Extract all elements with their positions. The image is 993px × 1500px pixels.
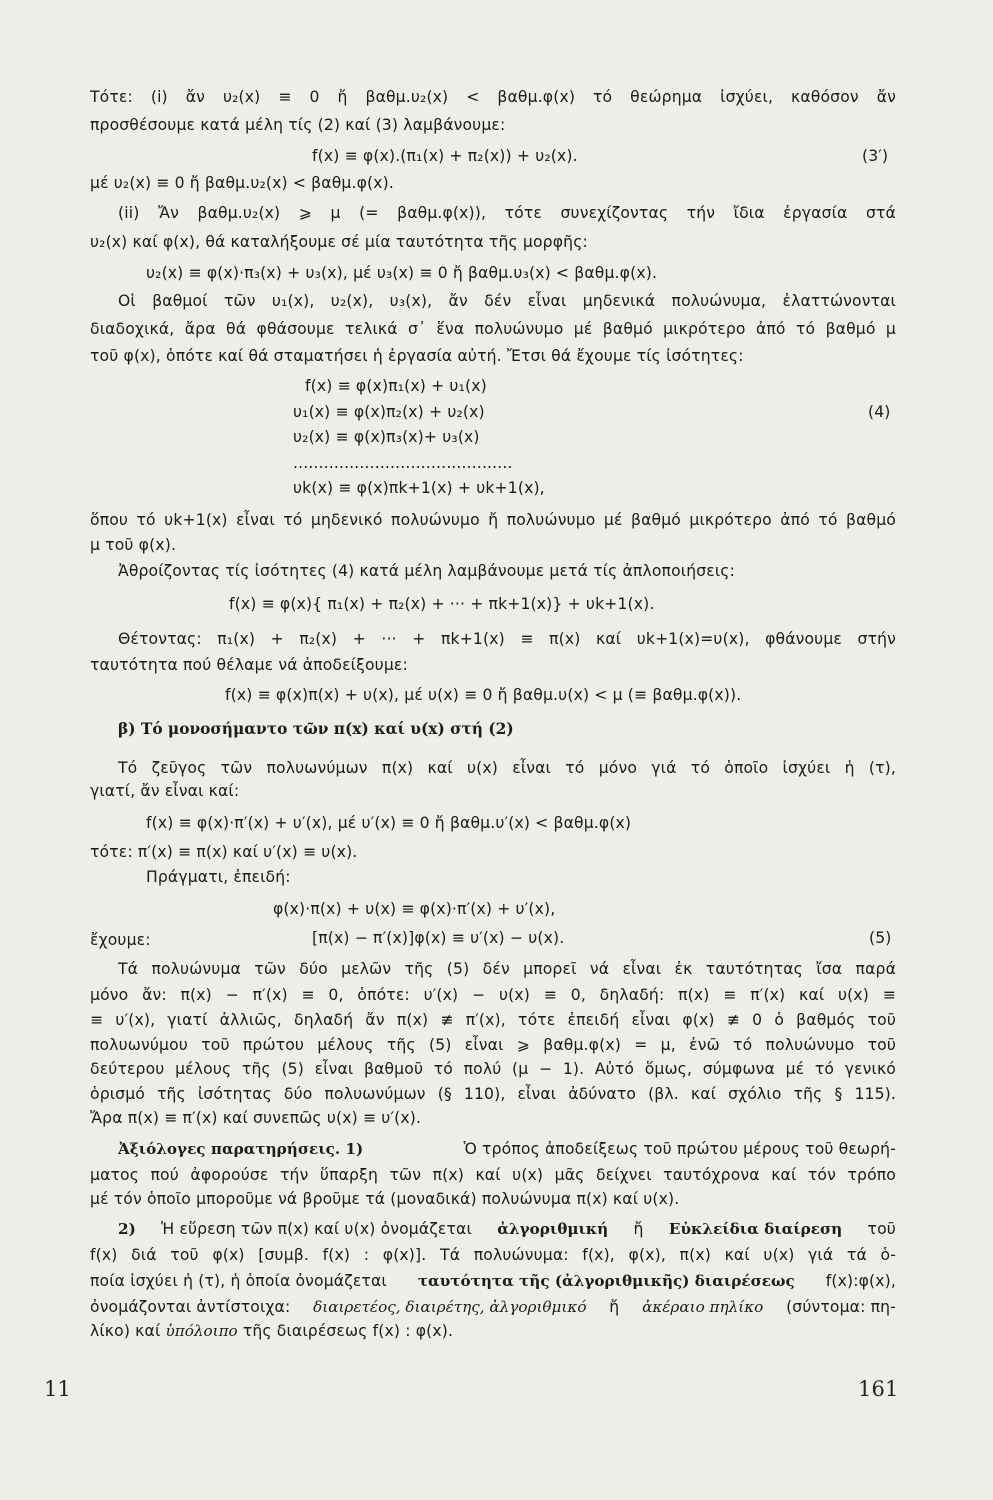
equation-number: (4) xyxy=(868,403,891,421)
text-run: Ὁ τρόπος ἀποδείξεως τοῦ πρώτου μέρους τοῦ θεωρή- xyxy=(463,1140,896,1158)
text-run: τῆς διαιρέσεως f(x) : φ(x). xyxy=(242,1322,454,1340)
text-run: Ἡ εὕρεση τῶν π(x) καί υ(x) ὀνομάζεται xyxy=(161,1220,472,1238)
term-integer-quotient: ἀκέραιο πηλίκο xyxy=(642,1298,764,1316)
text-line: Τά πολυώνυμα τῶν δύο μελῶν τῆς (5) δέν μπορεῖ νά εἶναι ἐκ ταυτότητας ἴσα παρά xyxy=(118,960,896,978)
equation: υ₂(x) ≡ φ(x)·π₃(x) + υ₃(x), μέ υ₃(x) ≡ 0 ἤ βαθμ.υ₃(x) < βαθμ.φ(x). xyxy=(146,264,658,282)
signature-mark: 11 xyxy=(44,1377,72,1401)
text-line: τότε: π′(x) ≡ π(x) καί υ′(x) ≡ υ(x). xyxy=(90,843,358,861)
equation-number: (5) xyxy=(869,929,892,947)
text-run: ἤ xyxy=(633,1220,644,1238)
text-line: ≡ υ′(x), γιατί ἀλλιῶς, δηλαδή ἄν π(x) ≢ π′(x), τότε ἐπειδή εἶναι φ(x) ≢ 0 ὁ βαθμός τοῦ xyxy=(90,1011,896,1029)
remark-line xyxy=(118,1218,896,1240)
text-line: Οἱ βαθμοί τῶν υ₁(x), υ₂(x), υ₃(x), ἄν δέν εἶναι μηδενικά πολυώνυμα, ἐλαττώνονται xyxy=(118,292,896,310)
text-line: τοῦ φ(x), ὁπότε καί θά σταματήσει ἡ ἐργασία αὐτή. Ἔτσι θά ἔχουμε τίς ἰσότητες: xyxy=(90,347,744,365)
remark-number: 2) xyxy=(118,1220,136,1238)
text-run: λίκο) καί xyxy=(90,1322,161,1340)
term-division-identity: ταυτότητα τῆς (ἀλγοριθμικῆς) διαιρέσεως xyxy=(417,1272,795,1290)
text-line xyxy=(90,1270,896,1292)
text-line: Ἄρα π(x) ≡ π′(x) καί συνεπῶς υ(x) ≡ υ′(x). xyxy=(90,1109,422,1127)
text-line: ματος πού ἀφορούσε τήν ὕπαρξη τῶν π(x) καί υ(x) μᾶς δείχνει ταυτόχρονα καί τόν τρόπο xyxy=(90,1166,896,1184)
text-line: δεύτερου μέλους τῆς (5) εἶναι βαθμοῦ τό πολύ (μ − 1). Αὐτό ὅμως, σύμφωνα μέ τό γενικό xyxy=(90,1060,896,1078)
text-line: Θέτοντας: π₁(x) + π₂(x) + ··· + πk+1(x) ≡ π(x) καί υk+1(x)=υ(x), φθάνουμε στήν xyxy=(118,630,896,648)
text-line: υ₂(x) καί φ(x), θά καταλήξουμε σέ μία ταυτότητα τῆς μορφῆς: xyxy=(90,233,588,251)
text-line: μέ τόν ὁποῖο μποροῦμε νά βροῦμε τά (μοναδικά) πολυώνυμα π(x) καί υ(x). xyxy=(90,1190,680,1208)
text-line xyxy=(90,1296,896,1318)
equation: υ₁(x) ≡ φ(x)π₂(x) + υ₂(x) xyxy=(293,403,485,421)
text-line: προσθέσουμε κατά μέλη τίς (2) καί (3) λαμβάνουμε: xyxy=(90,116,506,134)
equation-number: (3′) xyxy=(862,147,889,165)
text-line: γιατί, ἄν εἶναι καί: xyxy=(90,782,240,800)
text-line: ἔχουμε: xyxy=(90,931,151,949)
equation: [π(x) − π′(x)]φ(x) ≡ υ′(x) − υ(x). xyxy=(312,929,565,947)
text-run: (σύντομα: πη- xyxy=(786,1298,896,1316)
dotted-row: ........................................... xyxy=(293,454,513,472)
remarks-title: Ἀξιόλογες παρατηρήσεις. 1) xyxy=(118,1140,364,1158)
text-line: μέ υ₂(x) ≡ 0 ἤ βαθμ.υ₂(x) < βαθμ.φ(x). xyxy=(90,174,394,192)
text-line: διαδοχικά, ἄρα θά φθάσουμε τελικά σ᾽ ἕνα πολυώνυμο μέ βαθμό μικρότερο ἀπό τό βαθμό μ xyxy=(90,320,896,338)
text-run: ὀνομάζονται ἀντίστοιχα: xyxy=(90,1298,291,1316)
equation: f(x) ≡ φ(x)π(x) + υ(x), μέ υ(x) ≡ 0 ἤ βαθμ.υ(x) < μ (≡ βαθμ.φ(x)). xyxy=(225,686,742,704)
text-line: μ τοῦ φ(x). xyxy=(90,536,177,554)
text-line xyxy=(90,1320,453,1342)
text-line: f(x) διά τοῦ φ(x) [συμβ. f(x) : φ(x)]. Τά πολυώνυμα: f(x), φ(x), π(x) καί υ(x) γιά τά ὁ- xyxy=(90,1246,896,1264)
section-heading: β) Τό μονοσήμαντο τῶν π(x) καί υ(x) στή (2) xyxy=(118,720,514,738)
term-algorithmic: ἀλγοριθμική xyxy=(497,1220,609,1238)
term-euclidean-division: Εὐκλείδια διαίρεση xyxy=(668,1220,843,1238)
text-run: ἤ xyxy=(609,1298,620,1316)
term-names: διαιρετέος, διαιρέτης, ἀλγοριθμικό xyxy=(313,1298,587,1316)
equation: f(x) ≡ φ(x)·π′(x) + υ′(x), μέ υ′(x) ≡ 0 ἤ βαθμ.υ′(x) < βαθμ.φ(x) xyxy=(146,814,632,832)
text-line: μόνο ἄν: π(x) − π′(x) ≡ 0, ὁπότε: υ′(x) − υ(x) ≡ 0, δηλαδή: π(x) ≡ π′(x) καί υ(x) ≡ xyxy=(90,986,896,1004)
page-number: 161 xyxy=(858,1377,899,1401)
text-line: Τότε: (i) ἄν υ₂(x) ≡ 0 ἤ βαθμ.υ₂(x) < βαθμ.φ(x) τό θεώρημα ἰσχύει, καθόσον ἄν xyxy=(90,88,896,106)
text-line: ὁρισμό τῆς ἰσότητας δύο πολυωνύμων (§ 110), εἶναι ἀδύνατο (βλ. καί σχόλιο τῆς § 115). xyxy=(90,1085,896,1103)
equation: υk(x) ≡ φ(x)πk+1(x) + υk+1(x), xyxy=(293,479,545,497)
remark-line xyxy=(118,1138,896,1160)
text-line: (ii) Ἄν βαθμ.υ₂(x) ⩾ μ (= βαθμ.φ(x)), τότε συνεχίζοντας τήν ἴδια ἐργασία στά xyxy=(118,204,896,222)
text-run: ποία ἰσχύει ἡ (τ), ἡ ὁποία ὀνομάζεται xyxy=(90,1272,387,1290)
equation: υ₂(x) ≡ φ(x)π₃(x)+ υ₃(x) xyxy=(293,428,480,446)
text-line: ὅπου τό υk+1(x) εἶναι τό μηδενικό πολυώνυμο ἤ πολυώνυμο μέ βαθμό μικρότερο ἀπό τό βαθμό xyxy=(90,511,896,529)
term-remainder: ὑπόλοιπο xyxy=(165,1322,238,1340)
text-run: τοῦ xyxy=(867,1220,896,1238)
text-line: Πράγματι, ἐπειδή: xyxy=(146,868,291,886)
equation: φ(x)·π(x) + υ(x) ≡ φ(x)·π′(x) + υ′(x), xyxy=(273,900,556,918)
text-line: πολυωνύμου τοῦ πρώτου μέλους τῆς (5) εἶναι ⩾ βαθμ.φ(x) = μ, ἐνῶ τό πολυώνυμο τοῦ xyxy=(90,1036,896,1054)
text-line: Ἀθροίζοντας τίς ἰσότητες (4) κατά μέλη λαμβάνουμε μετά τίς ἀπλοποιήσεις: xyxy=(118,562,735,580)
equation: f(x) ≡ φ(x).(π₁(x) + π₂(x)) + υ₂(x). xyxy=(312,147,578,165)
equation: f(x) ≡ φ(x){ π₁(x) + π₂(x) + ··· + πk+1(x)} + υk+1(x). xyxy=(229,595,655,613)
text-line: Τό ζεῦγος τῶν πολυωνύμων π(x) καί υ(x) εἶναι τό μόνο γιά τό ὁποῖο ἰσχύει ἡ (τ), xyxy=(118,759,896,777)
equation: f(x) ≡ φ(x)π₁(x) + υ₁(x) xyxy=(305,377,487,395)
text-run: f(x):φ(x), xyxy=(825,1272,896,1290)
text-line: ταυτότητα πού θέλαμε νά ἀποδείξουμε: xyxy=(90,656,408,674)
